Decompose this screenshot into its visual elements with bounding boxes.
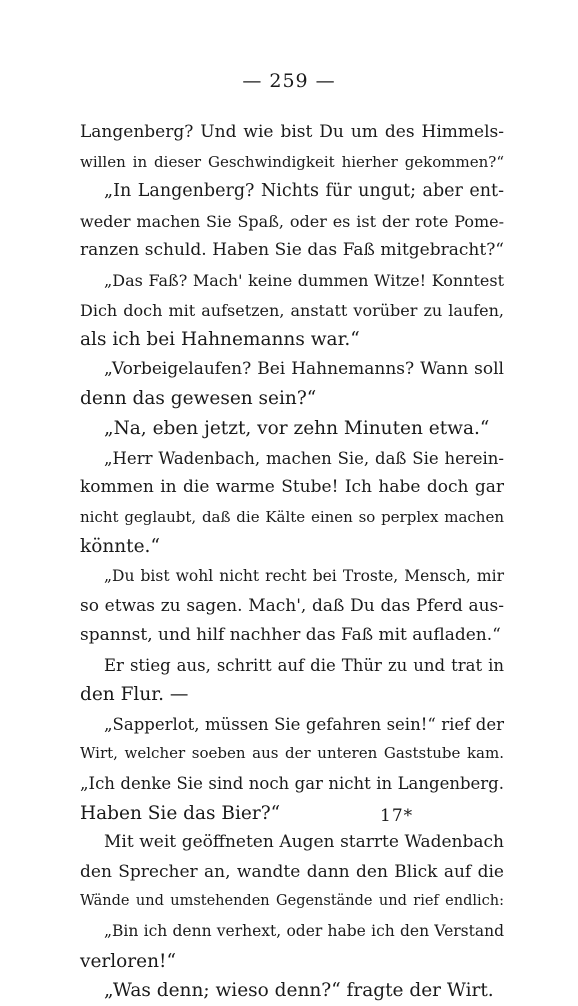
text-line: so etwas zu sagen. Mach', daß Du das Pferd aus- bbox=[80, 595, 504, 616]
text-line: „Na, eben jetzt, vor zehn Minuten etwa.“ bbox=[104, 417, 490, 439]
text-line: „Bin ich denn verhext, oder habe ich den Verstand bbox=[104, 922, 504, 941]
text-line: weder machen Sie Spaß, oder es ist der rote Pome- bbox=[80, 211, 504, 231]
body-text bbox=[80, 118, 504, 1006]
text-line: könnte.“ bbox=[80, 536, 160, 558]
text-line: Mit weit geöffneten Augen starrte Wadenbach bbox=[104, 832, 504, 853]
text-line: Langenberg? Und wie bist Du um des Himmels- bbox=[80, 122, 504, 142]
text-line: Er stieg aus, schritt auf die Thür zu und trat in bbox=[104, 655, 504, 675]
text-line: „Vorbeigelaufen? Bei Hahnemanns? Wann soll bbox=[104, 358, 504, 379]
text-line: willen in dieser Geschwindigkeit hierher gekommen?“ bbox=[80, 152, 504, 171]
text-line: „Sapperlot, müssen Sie gefahren sein!“ rief der bbox=[104, 714, 504, 734]
text-line: „In Langenberg? Nichts für ungut; aber ent- bbox=[104, 181, 504, 202]
text-line: „Was denn; wieso denn?“ fragte der Wirt. bbox=[104, 980, 494, 1002]
text-line: nicht geglaubt, daß die Kälte einen so perplex machen bbox=[80, 507, 504, 526]
text-line: Haben Sie das Bier?“ bbox=[80, 802, 281, 824]
text-line: „Das Faß? Mach' keine dummen Witze! Konntest bbox=[104, 270, 504, 290]
text-line: spannst, und hilf nachher das Faß mit aufladen.“ bbox=[80, 625, 501, 646]
text-line: Dich doch mit aufsetzen, anstatt vorüber zu laufen, bbox=[80, 300, 504, 320]
text-line: Wände und umstehenden Gegenstände und rief endlich: bbox=[80, 893, 504, 910]
text-line: „Herr Wadenbach, machen Sie, daß Sie herein- bbox=[104, 448, 504, 468]
text-line: verloren!“ bbox=[80, 950, 176, 972]
text-line: Wirt, welcher soeben aus der unteren Gaststube kam. bbox=[80, 744, 504, 763]
text-line: denn das gewesen sein?“ bbox=[80, 388, 317, 410]
text-line: kommen in die warme Stube! Ich habe doch gar bbox=[80, 477, 504, 498]
text-line: den Flur. — bbox=[80, 684, 189, 706]
text-line: „Ich denke Sie sind noch gar nicht in Langenberg. bbox=[80, 774, 504, 794]
text-line: als ich bei Hahnemanns war.“ bbox=[80, 329, 360, 351]
text-line: den Sprecher an, wandte dann den Blick auf die bbox=[80, 861, 504, 882]
signature-mark: 17* bbox=[380, 806, 414, 826]
text-line: ranzen schuld. Haben Sie das Faß mitgebracht?“ bbox=[80, 240, 504, 261]
text-line: „Du bist wohl nicht recht bei Troste, Mensch, mir bbox=[104, 566, 504, 585]
page-number: — 259 — bbox=[242, 70, 336, 92]
